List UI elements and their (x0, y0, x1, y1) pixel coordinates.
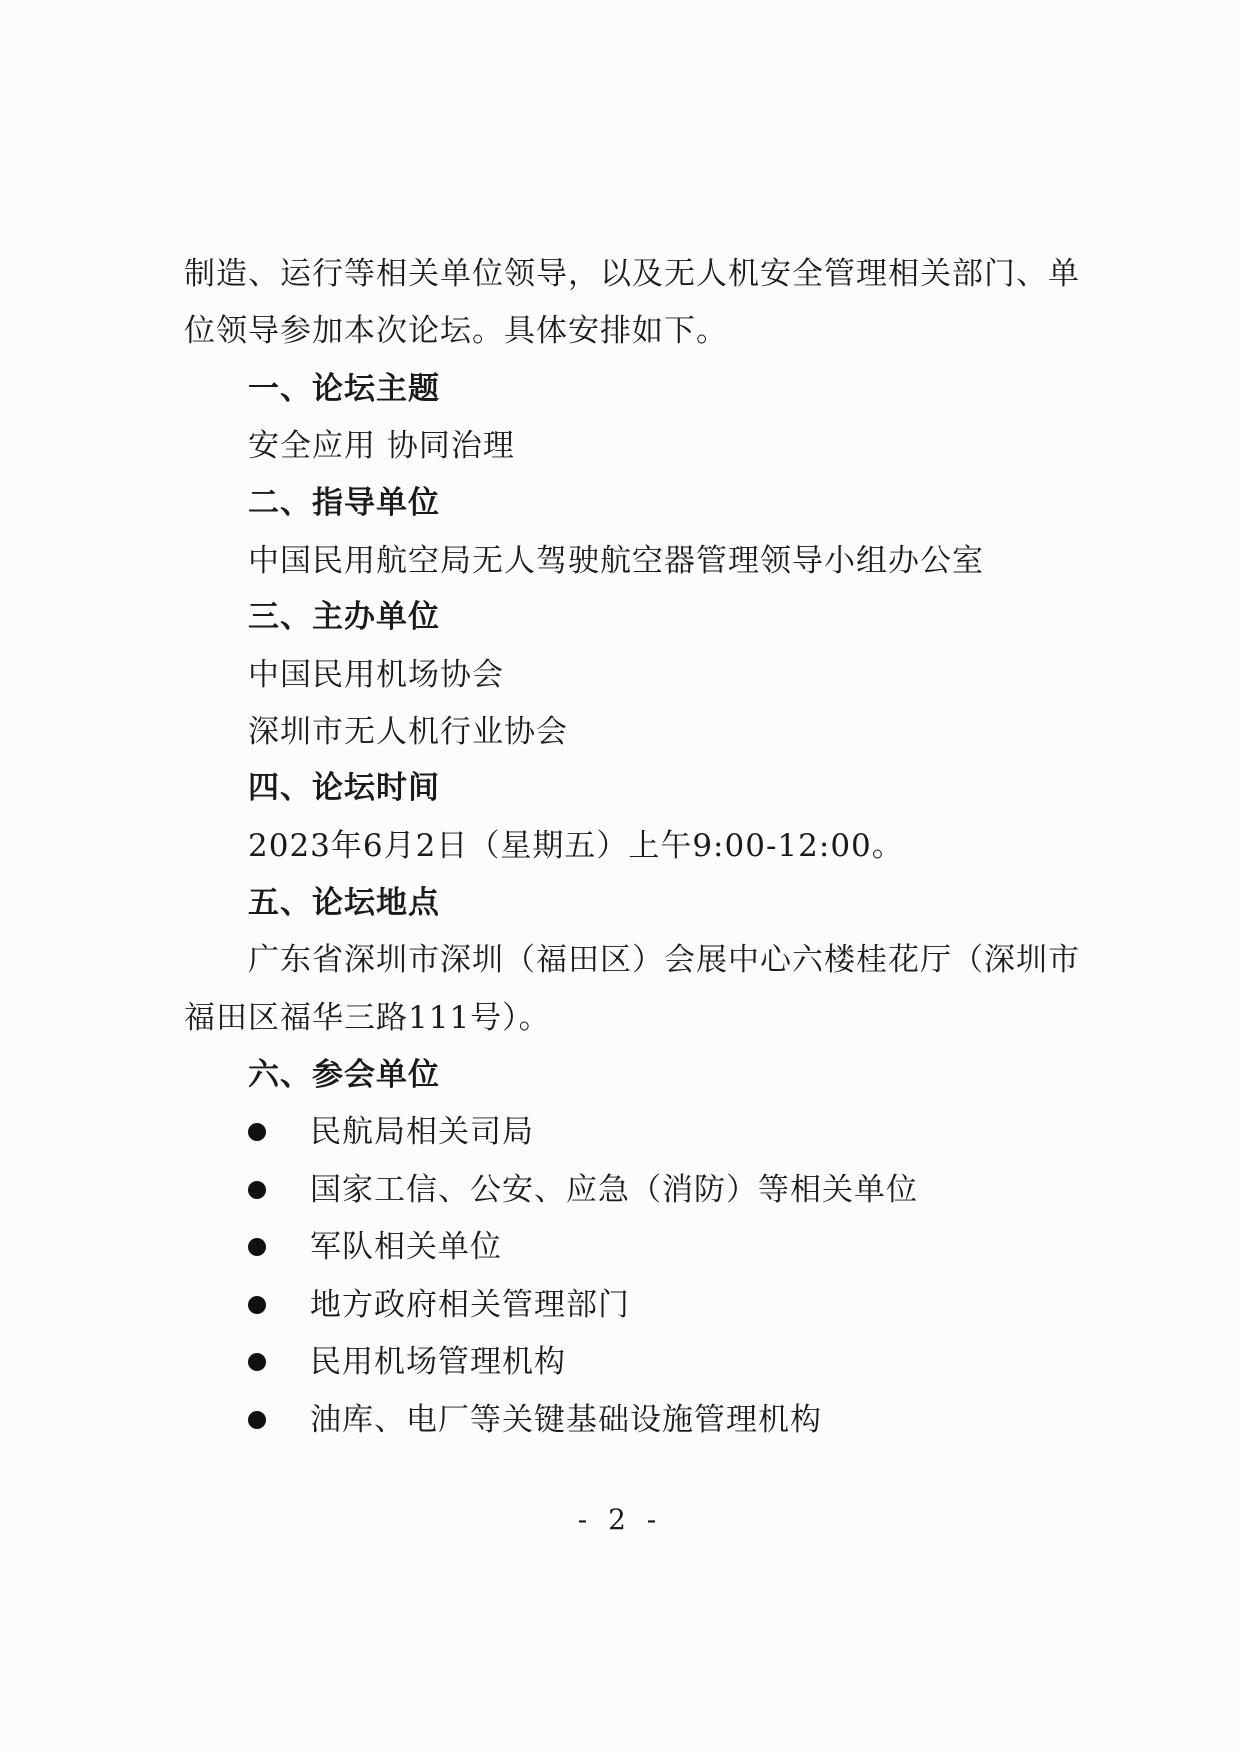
bullet-icon (248, 1123, 266, 1141)
page-number: - 2 - (577, 1503, 663, 1536)
participant-label: 地方政府相关管理部门 (310, 1287, 630, 1323)
bullet-icon (248, 1411, 266, 1429)
participant-label: 军队相关单位 (310, 1229, 502, 1265)
participant-label: 国家工信、公安、应急（消防）等相关单位 (310, 1172, 918, 1208)
hosts-heading: 三、主办单位 (248, 599, 440, 635)
theme-content: 安全应用 协同治理 (248, 428, 515, 464)
host-item: 深圳市无人机行业协会 (248, 714, 568, 750)
guidance-content: 中国民用航空局无人驾驶航空器管理领导小组办公室 (248, 543, 984, 579)
intro-line-1: 制造、运行等相关单位领导，以及无人机安全管理相关部门、单 (184, 256, 1080, 292)
bullet-icon (248, 1238, 266, 1256)
time-heading: 四、论坛时间 (248, 770, 440, 806)
bullet-icon (248, 1181, 266, 1199)
participant-label: 民用机场管理机构 (310, 1344, 566, 1380)
participant-label: 油库、电厂等关键基础设施管理机构 (310, 1402, 822, 1438)
time-content: 2023年6月2日（星期五）上午9:00-12:00。 (248, 828, 904, 864)
venue-line-1: 广东省深圳市深圳（福田区）会展中心六楼桂花厅（深圳市 (248, 942, 1080, 978)
participants-heading: 六、参会单位 (248, 1057, 440, 1093)
host-item: 中国民用机场协会 (248, 657, 504, 693)
bullet-icon (248, 1353, 266, 1371)
intro-line-2: 位领导参加本次论坛。具体安排如下。 (184, 313, 728, 349)
venue-line-2: 福田区福华三路111号）。 (184, 1000, 551, 1036)
theme-heading: 一、论坛主题 (248, 371, 440, 407)
bullet-icon (248, 1296, 266, 1314)
guidance-heading: 二、指导单位 (248, 485, 440, 521)
venue-heading: 五、论坛地点 (248, 885, 440, 921)
participant-label: 民航局相关司局 (310, 1114, 534, 1150)
